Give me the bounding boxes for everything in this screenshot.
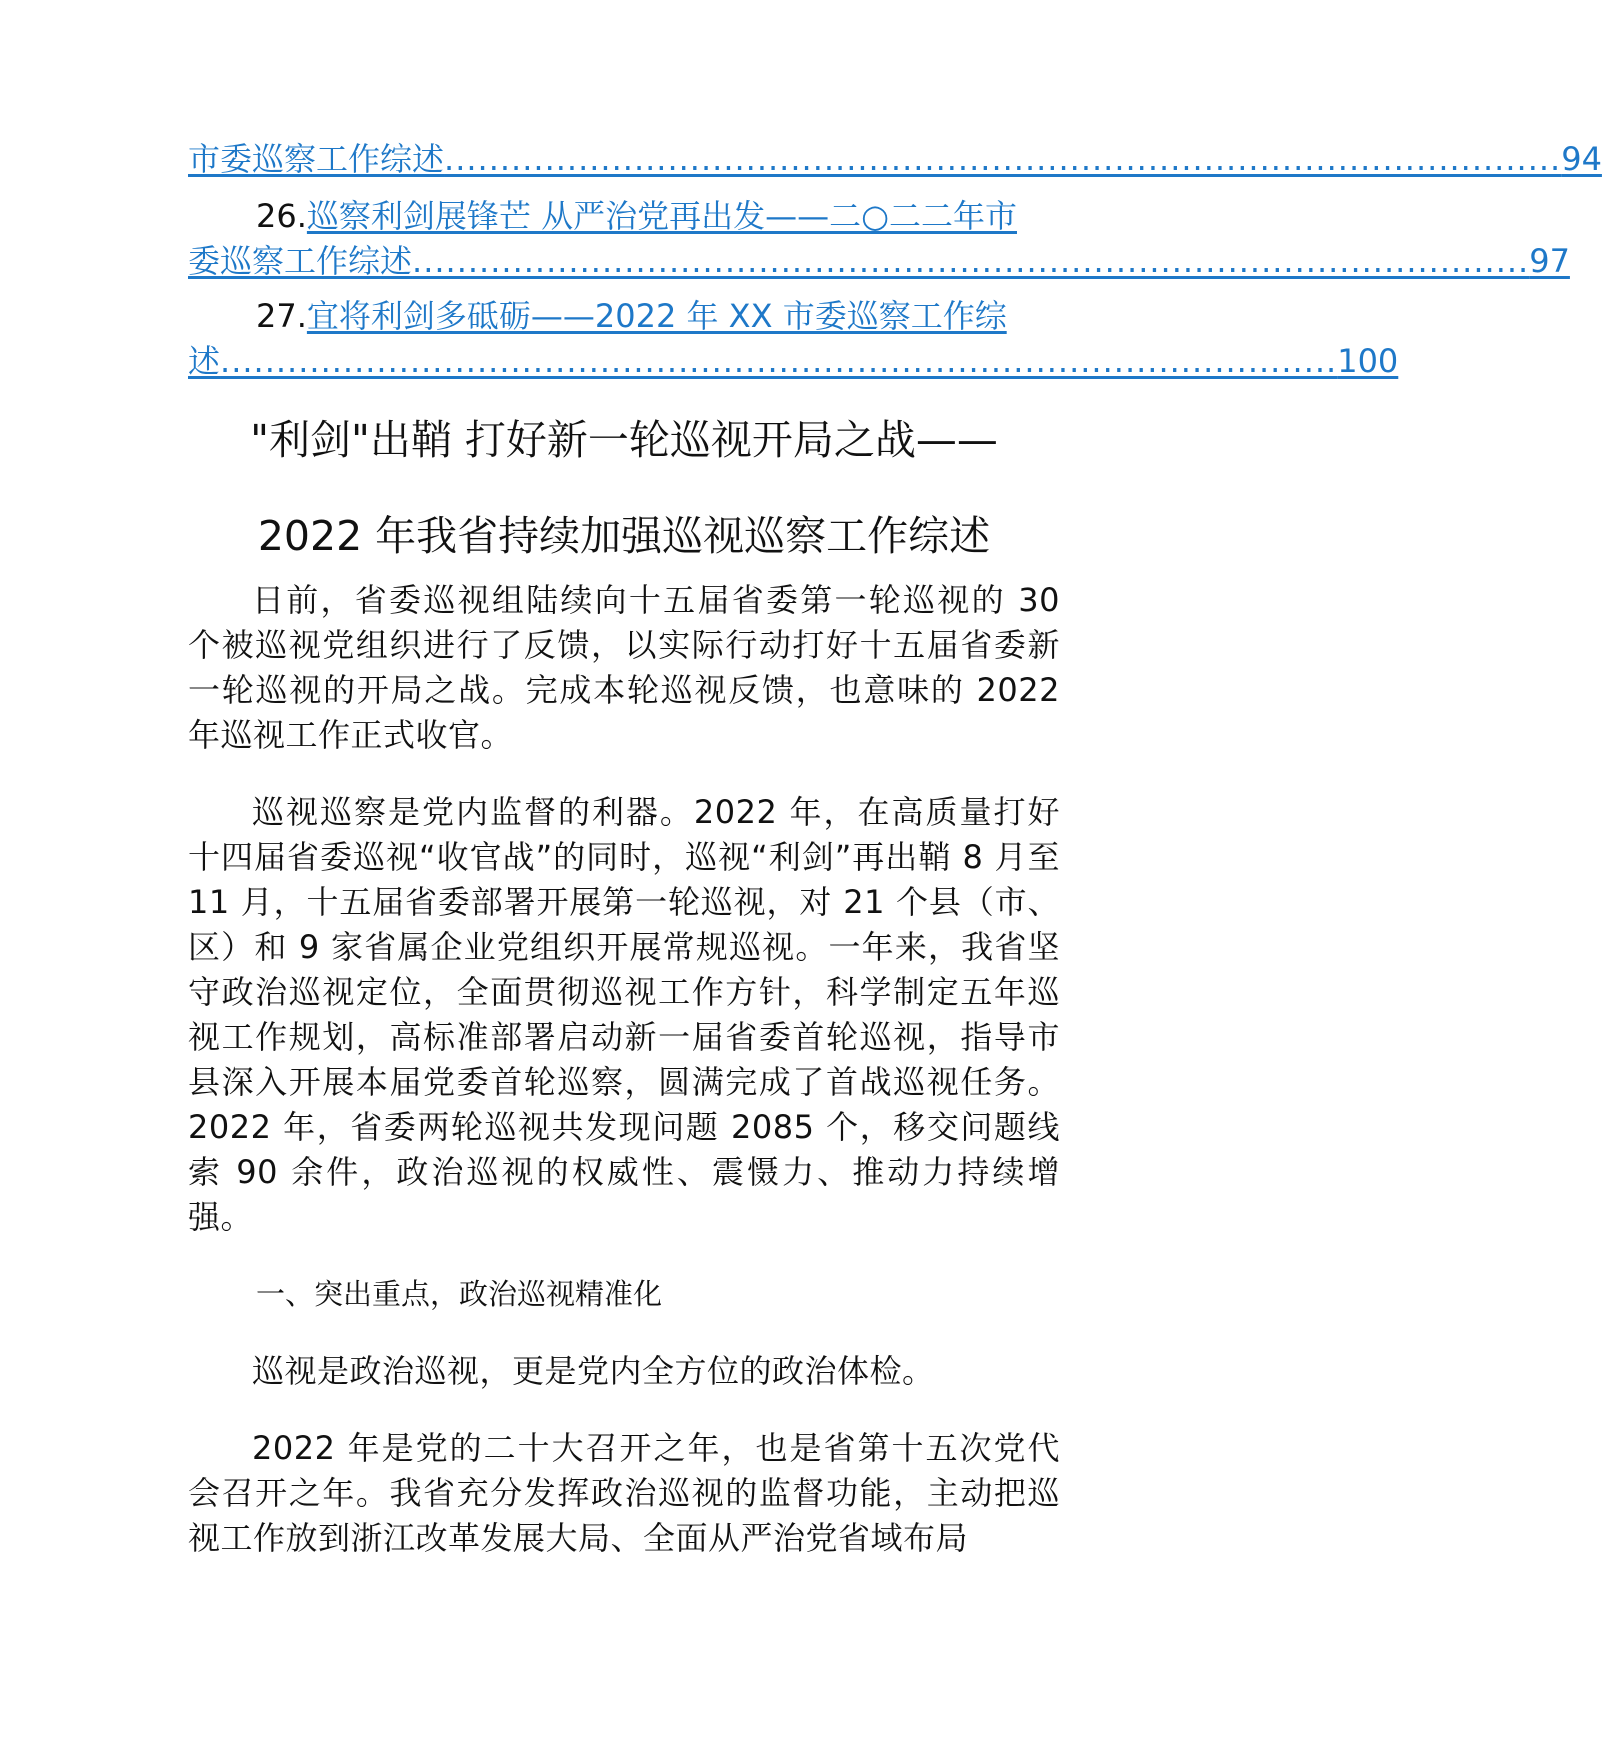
article-title-line2: 2022 年我省持续加强巡视巡察工作综述 — [257, 512, 991, 560]
toc-page-number[interactable]: 100 — [1337, 342, 1399, 380]
body-paragraph: 日前，省委巡视组陆续向十五届省委第一轮巡视的 30 个被巡视党组织进行了反馈，以实际行动打好十五届省委新一轮巡视的开局之战。完成本轮巡视反馈，也意味的 2022 年巡视工作正式收官。 — [188, 581, 1060, 754]
body-paragraph: 2022 年是党的二十大召开之年，也是省第十五次党代会召开之年。我省充分发挥政治巡视的监督功能，主动把巡视工作放到浙江改革发展大局、全面从严治党省域布局 — [188, 1429, 1060, 1557]
toc-entry-27[interactable] — [188, 294, 1399, 384]
body-paragraph: 巡视是政治巡视，更是党内全方位的政治体检。 — [252, 1352, 935, 1390]
toc-link-title-cont[interactable]: 委巡察工作综述 — [188, 242, 413, 280]
toc-link-title[interactable]: 巡察利剑展锋芒 从严治党再出发——二○二二年市 — [306, 197, 1017, 235]
section-heading: 一、突出重点，政治巡视精准化 — [256, 1277, 663, 1311]
article-title-line1: "利剑"出鞘 打好新一轮巡视开局之战—— — [250, 416, 998, 464]
toc-entry-25[interactable] — [188, 137, 1602, 182]
article-title — [188, 392, 1060, 584]
toc-entry-number: 27. — [256, 297, 307, 335]
toc-link-title[interactable]: 宜将利剑多砥砺——2022 年 XX 市委巡察工作综 — [306, 297, 1007, 335]
toc-dot-leader: .................................................................................................... — [412, 242, 1530, 280]
toc-link-title-cont[interactable]: 述 — [188, 342, 221, 380]
toc-page-number[interactable]: 94 — [1561, 140, 1602, 178]
toc-link-title[interactable]: 市委巡察工作综述 — [188, 140, 445, 178]
toc-entry-26[interactable] — [188, 194, 1570, 284]
toc-dot-leader: .................................................................................................... — [444, 140, 1562, 178]
toc-dot-leader: .................................................................................................... — [220, 342, 1338, 380]
article-body — [188, 578, 1060, 1561]
body-paragraph: 巡视巡察是党内监督的利器。2022 年，在高质量打好十四届省委巡视“收官战”的同时，巡视“利剑”再出鞘 8 月至 11 月，十五届省委部署开展第一轮巡视，对 21 个县（市、区）和 9 家省属企业党组织开展常规巡视。一年来，我省坚守政治巡视定位，全面贯彻巡视工作方针，科学制定五年巡视工作规划，高标准部署启动新一届省委首轮巡视，指导市县深入开展本届党委首轮巡察，圆满完成了首战巡视任务。2022 年，省委两轮巡视共发现问题 2085 个，移交问题线索 90 余件，政治巡视的权威性、震慑力、推动力持续增强。 — [188, 793, 1060, 1236]
toc-page-number[interactable]: 97 — [1529, 242, 1570, 280]
toc-entry-number: 26. — [256, 197, 307, 235]
